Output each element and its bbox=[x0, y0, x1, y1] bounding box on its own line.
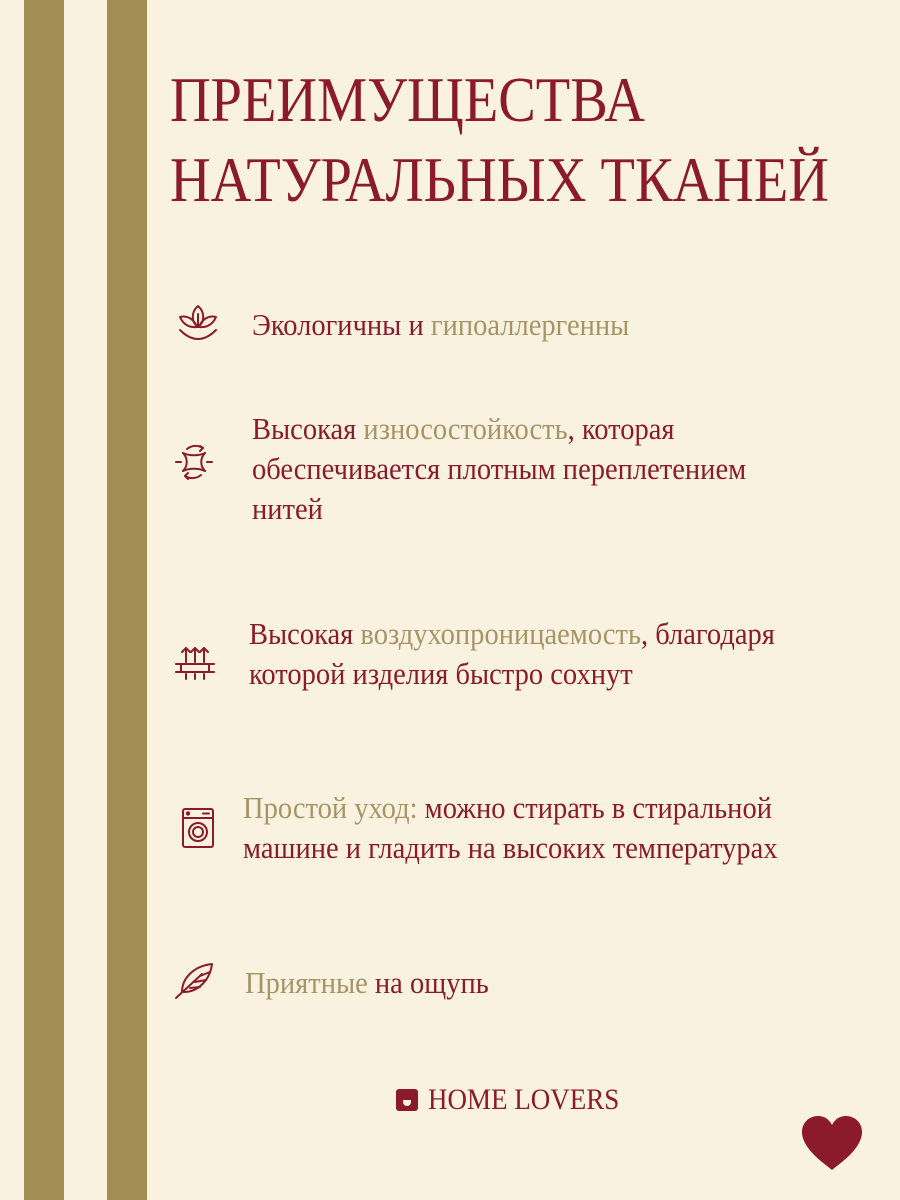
feature-line bbox=[243, 828, 778, 868]
feather-icon bbox=[172, 960, 216, 1004]
brand-name: HOME LOVERS bbox=[428, 1083, 620, 1116]
left-stripe-inner bbox=[107, 0, 147, 1200]
left-stripe-outer bbox=[24, 0, 64, 1200]
washing-machine-icon bbox=[176, 806, 220, 850]
feature-pleasant-touch-text bbox=[245, 963, 489, 1003]
feature-line bbox=[252, 409, 746, 449]
breathable-fabric-icon bbox=[173, 640, 217, 684]
feature-line bbox=[252, 305, 629, 345]
stretch-fabric-icon bbox=[172, 440, 216, 484]
leaves-icon bbox=[176, 300, 220, 344]
text-run: можно стирать в стиральной bbox=[424, 790, 772, 825]
feature-line bbox=[252, 489, 746, 529]
text-run: на ощупь bbox=[374, 965, 489, 1000]
text-run: нитей bbox=[252, 491, 323, 526]
text-run: , благодаря bbox=[640, 616, 775, 651]
text-run: обеспечивается плотным переплетением bbox=[252, 451, 747, 486]
page-title bbox=[170, 60, 829, 220]
accent-text-run: Простой уход: bbox=[243, 790, 425, 825]
text-run: Высокая bbox=[249, 616, 361, 651]
accent-text-run: гипоаллергенны bbox=[430, 307, 630, 342]
title-line-1: ПРЕИМУЩЕСТВА bbox=[170, 64, 645, 135]
feature-line bbox=[249, 614, 775, 654]
brand-mark bbox=[396, 1080, 641, 1120]
feature-line bbox=[252, 449, 746, 489]
accent-text-run: воздухопроницаемость bbox=[360, 616, 641, 651]
feature-line bbox=[243, 788, 778, 828]
feature-easy-care-text bbox=[243, 788, 778, 868]
feature-durability-text bbox=[252, 409, 746, 529]
feature-breathability-text bbox=[249, 614, 775, 694]
accent-text-run: износостойкость bbox=[363, 411, 568, 446]
title-line-2: НАТУРАЛЬНЫХ ТКАНЕЙ bbox=[170, 144, 829, 215]
text-run: Высокая bbox=[252, 411, 364, 446]
text-run: , которая bbox=[567, 411, 675, 446]
text-run: которой изделия быстро сохнут bbox=[249, 656, 633, 691]
home-lovers-logo-icon bbox=[396, 1089, 418, 1111]
feature-line bbox=[245, 963, 489, 1003]
feature-eco-text bbox=[252, 305, 629, 345]
text-run: машине и гладить на высоких температурах bbox=[243, 830, 778, 865]
feature-line bbox=[249, 654, 775, 694]
heart-icon bbox=[800, 1114, 864, 1172]
accent-text-run: Приятные bbox=[245, 965, 375, 1000]
text-run: Экологичны и bbox=[252, 307, 431, 342]
